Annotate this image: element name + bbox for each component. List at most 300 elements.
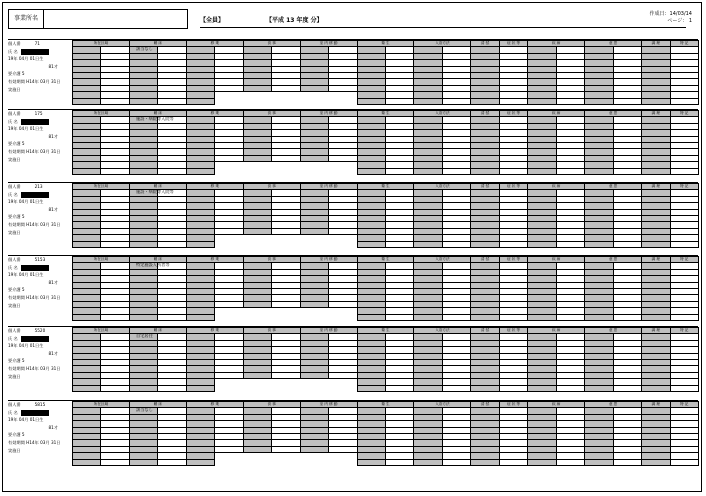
name-label: 氏 名 [8,191,18,197]
table-cell [585,385,613,391]
record-id: 213 [34,184,43,189]
table-cell [613,459,641,465]
table-cell [101,314,129,320]
table-cell [300,459,328,465]
note-label: 実施日 [8,156,21,162]
record-note: 施設・病院等入院等 [136,116,174,121]
column-header: 調 理 [642,111,670,117]
note-label: 実施日 [8,229,21,235]
id-label: 個人番 [8,111,21,116]
column-header: 清 拭 [471,41,499,47]
column-header: 入浴方法 [414,402,471,408]
record-id: 5153 [34,257,46,262]
column-header: 衛 生 [357,41,414,47]
header-rule [200,27,686,28]
column-header: 入浴方法 [414,41,471,47]
column-header: 室 内 移 動 [300,111,357,117]
record-summary [8,40,70,102]
valid-until: H14年 03月 31日 [26,221,61,227]
table-cell [556,459,584,465]
record-summary [8,401,70,463]
table-cell [585,314,613,320]
age: 81才 [48,424,58,430]
table-cell [158,168,186,174]
table-cell [414,168,442,174]
table-cell [499,459,527,465]
column-header: 入浴方法 [414,257,471,263]
table-cell [499,385,527,391]
birth-date: 19年 04月 01日生 [8,343,44,349]
record-block [8,401,698,463]
column-header: 疾 病 [528,111,585,117]
table-cell [300,385,328,391]
column-header: 意 思 [585,184,642,190]
valid-until: H14年 03月 31日 [26,439,61,445]
end-label: 有効期間 [8,148,25,154]
redacted-name [21,265,49,271]
id-label: 個人番 [8,257,21,262]
table-cell [215,385,243,391]
table-cell [385,385,413,391]
record-block [8,110,698,172]
note-label: 実施日 [8,447,21,453]
table-cell [186,241,214,247]
level-label: 要介護 [8,71,21,77]
column-header: 清 拭 [471,184,499,190]
table-cell [129,314,157,320]
level-label: 要介護 [8,358,21,364]
birth-date: 19年 04月 01日生 [8,199,44,205]
birth-date: 19年 04月 01日生 [8,417,44,423]
column-header: 意 思 [585,328,642,334]
birth-date: 19年 04月 01日生 [8,56,44,62]
table-cell [357,459,385,465]
column-header: 室 内 移 動 [300,41,357,47]
end-label: 有効期間 [8,294,25,300]
table-cell [613,168,641,174]
age: 81才 [48,133,58,139]
care-level: 5 [21,358,25,364]
record-summary [8,327,70,389]
table-cell [670,385,698,391]
table-cell [129,459,157,465]
table-cell [129,168,157,174]
column-header: 衛 生 [357,257,414,263]
name-label: 氏 名 [8,118,18,124]
table-cell [528,385,556,391]
valid-until: H14年 03月 31日 [26,365,61,371]
record-summary [8,110,70,172]
table-cell [158,459,186,465]
table-cell [670,98,698,104]
table-cell [385,98,413,104]
column-header: 食 事 [243,257,300,263]
care-level: 5 [21,432,25,438]
column-header: 移 乗 [186,257,243,263]
column-header: 症 状 等 [499,41,527,47]
table-cell [670,314,698,320]
table-cell [414,98,442,104]
note-label: 実施日 [8,373,21,379]
record-note: 施設・病院等入院等 [136,189,174,194]
redacted-name [21,119,49,125]
table-cell [215,168,243,174]
table-cell [129,385,157,391]
table-cell [73,168,101,174]
table-cell [642,168,670,174]
table-cell [471,168,499,174]
column-header: 睡 床 [129,184,186,190]
column-header: 所在区域 [73,184,130,190]
table-cell [414,459,442,465]
column-header: 移 乗 [186,402,243,408]
column-header: 移 乗 [186,184,243,190]
column-header: 特 記 [670,257,698,263]
table-cell [215,459,243,465]
table-cell [499,98,527,104]
assessment-table [72,401,699,466]
table-cell [499,314,527,320]
table-cell [585,98,613,104]
table-cell [642,459,670,465]
table-cell [670,241,698,247]
table-cell [300,168,328,174]
office-field [8,9,188,29]
column-header: 睡 床 [129,111,186,117]
column-header: 食 事 [243,111,300,117]
end-label: 有効期間 [8,221,25,227]
table-cell [357,168,385,174]
care-level: 5 [21,71,25,77]
column-header: 疾 病 [528,41,585,47]
table-cell [101,385,129,391]
table-cell [471,241,499,247]
table-cell [357,98,385,104]
assessment-table [72,40,699,105]
column-header: 症 状 等 [499,402,527,408]
table-cell [329,168,357,174]
column-header: 清 拭 [471,328,499,334]
column-header: 意 思 [585,111,642,117]
table-cell [129,98,157,104]
table-cell [243,241,271,247]
report-title: 【平成 13 年度 分】 [266,17,323,24]
table-cell [272,241,300,247]
record-id: 5815 [34,402,46,407]
table-cell [528,241,556,247]
table-cell [101,241,129,247]
column-header: 入浴方法 [414,184,471,190]
column-header: 衛 生 [357,402,414,408]
level-label: 要介護 [8,214,21,220]
column-header: 食 事 [243,328,300,334]
column-header: 意 思 [585,402,642,408]
column-header: 睡 床 [129,257,186,263]
table-cell [243,459,271,465]
note-label: 実施日 [8,302,21,308]
table-cell [613,385,641,391]
record-block [8,327,698,389]
record-summary [8,183,70,245]
record-block [8,256,698,318]
table-cell [215,98,243,104]
care-level: 5 [21,141,25,147]
table-cell [101,168,129,174]
table-cell [73,98,101,104]
table-cell [186,385,214,391]
table-cell [158,385,186,391]
name-label: 氏 名 [8,48,18,54]
column-header: 清 拭 [471,111,499,117]
care-level: 5 [21,287,25,293]
table-cell [499,168,527,174]
id-label: 個人番 [8,328,21,333]
table-cell [442,98,470,104]
report-scope: 【全員】 [200,17,225,24]
table-cell [73,314,101,320]
column-header: 調 理 [642,328,670,334]
column-header: 症 状 等 [499,328,527,334]
valid-until: H14年 03月 31日 [26,148,61,154]
table-cell [385,459,413,465]
age: 81才 [48,206,58,212]
table-cell [613,98,641,104]
table-cell [101,459,129,465]
column-header: 疾 病 [528,402,585,408]
table-cell [556,385,584,391]
column-header: 入浴方法 [414,111,471,117]
column-header: 調 理 [642,184,670,190]
table-cell [243,98,271,104]
column-header: 食 事 [243,402,300,408]
birth-date: 19年 04月 01日生 [8,126,44,132]
table-cell [243,168,271,174]
column-header: 衛 生 [357,111,414,117]
table-cell [243,385,271,391]
table-cell [300,314,328,320]
table-cell [556,241,584,247]
column-header: 所在区域 [73,111,130,117]
table-cell [158,314,186,320]
report-header [8,9,698,33]
record-id: 5520 [34,328,46,333]
table-cell [613,241,641,247]
care-level: 5 [21,214,25,220]
column-header: 室 内 移 動 [300,257,357,263]
report-date-block [650,11,692,25]
record-note: 特定施設入所者等 [136,262,170,267]
level-label: 要介護 [8,287,21,293]
table-cell [215,241,243,247]
name-label: 氏 名 [8,264,18,270]
table-cell [528,459,556,465]
redacted-name [21,49,49,55]
table-cell [642,385,670,391]
name-label: 氏 名 [8,409,18,415]
column-header: 所在区域 [73,41,130,47]
table-cell [357,314,385,320]
table-cell [670,168,698,174]
table-cell [556,98,584,104]
table-cell [385,168,413,174]
table-cell [300,98,328,104]
table-cell [329,241,357,247]
table-cell [528,98,556,104]
record-block [8,183,698,245]
table-cell [414,241,442,247]
column-header: 衛 生 [357,328,414,334]
table-cell [442,459,470,465]
office-label: 事業所名 [9,10,44,28]
valid-until: H14年 03月 31日 [26,294,61,300]
table-cell [158,241,186,247]
column-header: 移 乗 [186,111,243,117]
column-header: 室 内 移 動 [300,402,357,408]
table-cell [528,168,556,174]
table-cell [642,314,670,320]
page-number: ページ： 1 [667,18,692,24]
level-label: 要介護 [8,432,21,438]
table-cell [642,241,670,247]
column-header: 清 拭 [471,257,499,263]
table-cell [73,241,101,247]
table-cell [442,385,470,391]
column-header: 症 状 等 [499,257,527,263]
id-label: 個人番 [8,402,21,407]
table-cell [471,459,499,465]
column-header: 室 内 移 動 [300,328,357,334]
column-header: 衛 生 [357,184,414,190]
column-header: 調 理 [642,41,670,47]
column-header: 特 記 [670,328,698,334]
redacted-name [21,192,49,198]
column-header: 睡 床 [129,402,186,408]
record-note: 該当なし [136,46,153,51]
redacted-name [21,336,49,342]
id-label: 個人番 [8,41,21,46]
table-cell [129,241,157,247]
age: 81才 [48,63,58,69]
column-header: 清 拭 [471,402,499,408]
column-header: 入浴方法 [414,328,471,334]
table-cell [186,314,214,320]
table-cell [556,168,584,174]
column-header: 睡 床 [129,328,186,334]
table-cell [272,314,300,320]
note-label: 実施日 [8,86,21,92]
end-label: 有効期間 [8,439,25,445]
column-header: 疾 病 [528,328,585,334]
birth-date: 19年 04月 01日生 [8,272,44,278]
column-header: 所在区域 [73,257,130,263]
column-header: 特 記 [670,41,698,47]
table-cell [442,241,470,247]
table-cell [272,459,300,465]
table-cell [272,168,300,174]
column-header: 所在区域 [73,402,130,408]
column-header: 疾 病 [528,184,585,190]
record-summary [8,256,70,318]
table-cell [329,459,357,465]
table-cell [357,385,385,391]
table-cell [272,385,300,391]
end-label: 有効期間 [8,78,25,84]
column-header: 疾 病 [528,257,585,263]
table-cell [186,168,214,174]
table-cell [414,314,442,320]
table-cell [329,314,357,320]
column-header: 症 状 等 [499,111,527,117]
table-cell [471,314,499,320]
column-header: 意 思 [585,41,642,47]
age: 81才 [48,350,58,356]
table-cell [272,98,300,104]
table-cell [329,98,357,104]
table-cell [186,459,214,465]
table-cell [613,314,641,320]
table-cell [499,241,527,247]
table-cell [585,241,613,247]
column-header: 移 乗 [186,328,243,334]
record-note: 自宅居住 [136,333,153,338]
report-date: 作成日：14/03/14 [649,11,692,17]
record-note: 該当なし [136,407,153,412]
assessment-table [72,327,699,392]
column-header: 症 状 等 [499,184,527,190]
column-header: 移 乗 [186,41,243,47]
redacted-name [21,410,49,416]
id-label: 個人番 [8,184,21,189]
table-cell [73,459,101,465]
table-cell [101,98,129,104]
record-id: 71 [34,41,40,46]
record-id: 175 [34,111,43,116]
table-cell [471,98,499,104]
column-header: 特 記 [670,402,698,408]
age: 81才 [48,279,58,285]
column-header: 室 内 移 動 [300,184,357,190]
table-cell [642,98,670,104]
column-header: 特 記 [670,111,698,117]
table-cell [528,314,556,320]
table-cell [186,98,214,104]
table-cell [385,241,413,247]
table-cell [556,314,584,320]
table-cell [414,385,442,391]
column-header: 睡 床 [129,41,186,47]
column-header: 所在区域 [73,328,130,334]
column-header: 特 記 [670,184,698,190]
table-cell [442,168,470,174]
table-cell [585,168,613,174]
column-header: 食 事 [243,41,300,47]
table-cell [357,241,385,247]
valid-until: H14年 03月 31日 [26,78,61,84]
table-cell [329,385,357,391]
column-header: 食 事 [243,184,300,190]
column-header: 調 理 [642,257,670,263]
table-cell [385,314,413,320]
table-cell [585,459,613,465]
table-cell [670,459,698,465]
level-label: 要介護 [8,141,21,147]
end-label: 有効期間 [8,365,25,371]
column-header: 調 理 [642,402,670,408]
table-cell [442,314,470,320]
table-cell [73,385,101,391]
record-block [8,40,698,102]
name-label: 氏 名 [8,335,18,341]
